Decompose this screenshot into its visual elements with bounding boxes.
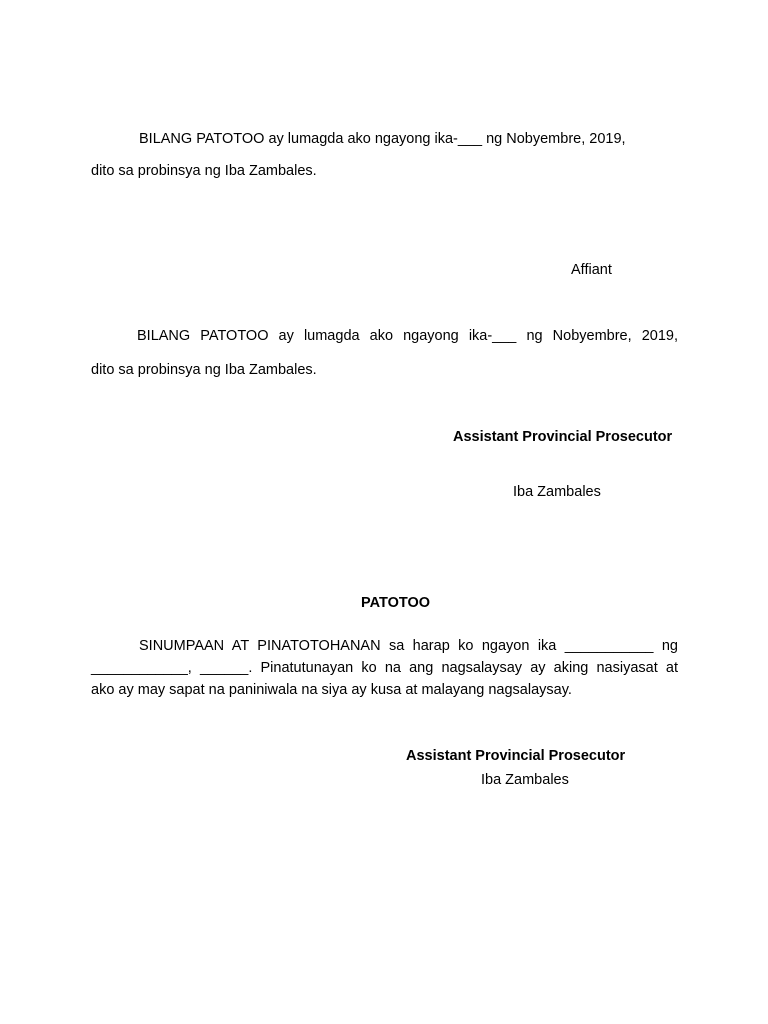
signature2-title: Assistant Provincial Prosecutor [406, 748, 626, 764]
signature1-location: Iba Zambales [513, 484, 601, 500]
paragraph2-line1: BILANG PATOTOO ay lumagda ako ngayong ika-___ ng Nobyembre, 2019, [137, 328, 678, 344]
paragraph3-line2: ____________, ______. Pinatutunayan ko na ang nagsalaysay ay aking nasiyasat at [91, 660, 678, 676]
paragraph2-line2: dito sa probinsya ng Iba Zambales. [91, 362, 317, 378]
paragraph3-line3: ako ay may sapat na paniniwala na siya ay kusa at malayang nagsalaysay. [91, 682, 572, 698]
signature2-location: Iba Zambales [481, 772, 569, 788]
paragraph1-line1: BILANG PATOTOO ay lumagda ako ngayong ika-___ ng Nobyembre, 2019, [139, 131, 626, 147]
patotoo-heading: PATOTOO [361, 595, 431, 611]
paragraph1-line2: dito sa probinsya ng Iba Zambales. [91, 163, 317, 179]
signature1-title: Assistant Provincial Prosecutor [453, 429, 673, 445]
affiant-label: Affiant [571, 262, 612, 278]
paragraph3-line1: SINUMPAAN AT PINATOTOHANAN sa harap ko ngayon ika ___________ ng [139, 638, 678, 654]
